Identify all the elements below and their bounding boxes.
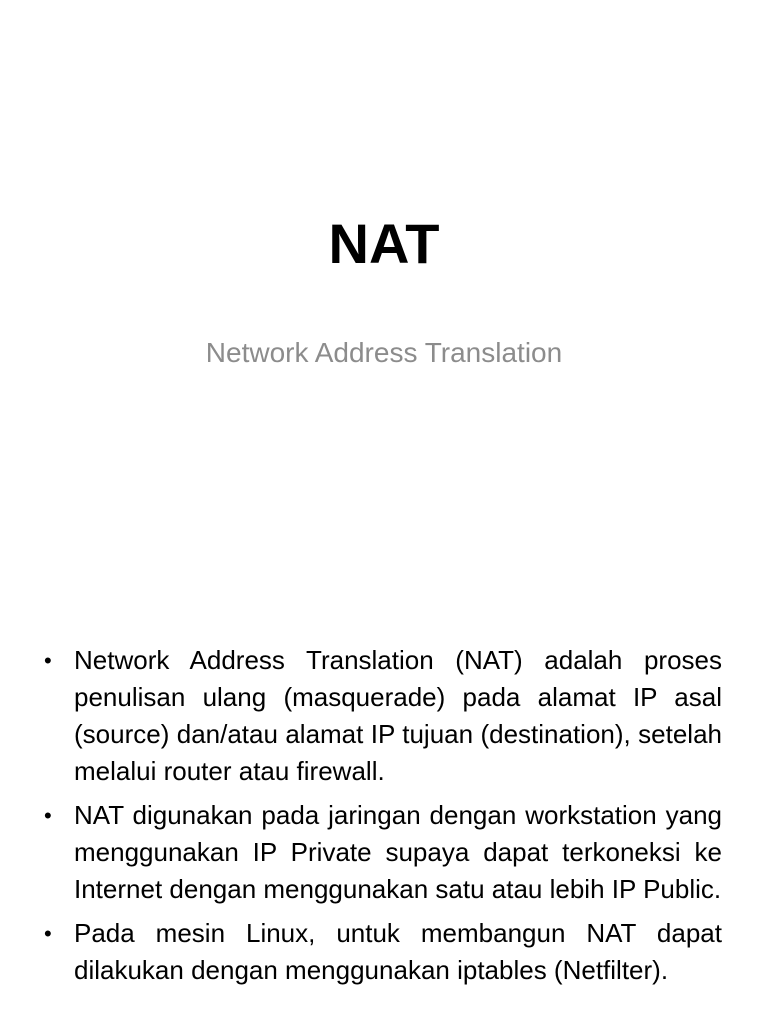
bullet-dot-icon: •: [44, 921, 52, 946]
bullet-dot-icon: •: [44, 648, 52, 673]
bullet-dot-icon: •: [44, 803, 52, 828]
bullet-item: [40, 797, 722, 908]
content-slide: [0, 576, 768, 1024]
bullet-list: [40, 642, 722, 996]
slide-title: NAT: [328, 212, 440, 275]
bullet-item: [40, 642, 722, 790]
bullet-text: Pada mesin Linux, untuk membangun NAT dapat dilakukan dengan menggunakan iptables (Netfilter).: [74, 918, 722, 985]
bullet-item: [40, 915, 722, 989]
bullet-text: NAT digunakan pada jaringan dengan workstation yang menggunakan IP Private supaya dapat terkoneksi ke Internet dengan menggunakan satu atau lebih IP Public.: [74, 800, 722, 904]
slide-subtitle: Network Address Translation: [205, 337, 563, 368]
bullet-text: Network Address Translation (NAT) adalah proses penulisan ulang (masquerade) pada alamat IP asal (source) dan/atau alamat IP tujuan (destination), setelah melalui router atau firewall.: [74, 645, 722, 786]
